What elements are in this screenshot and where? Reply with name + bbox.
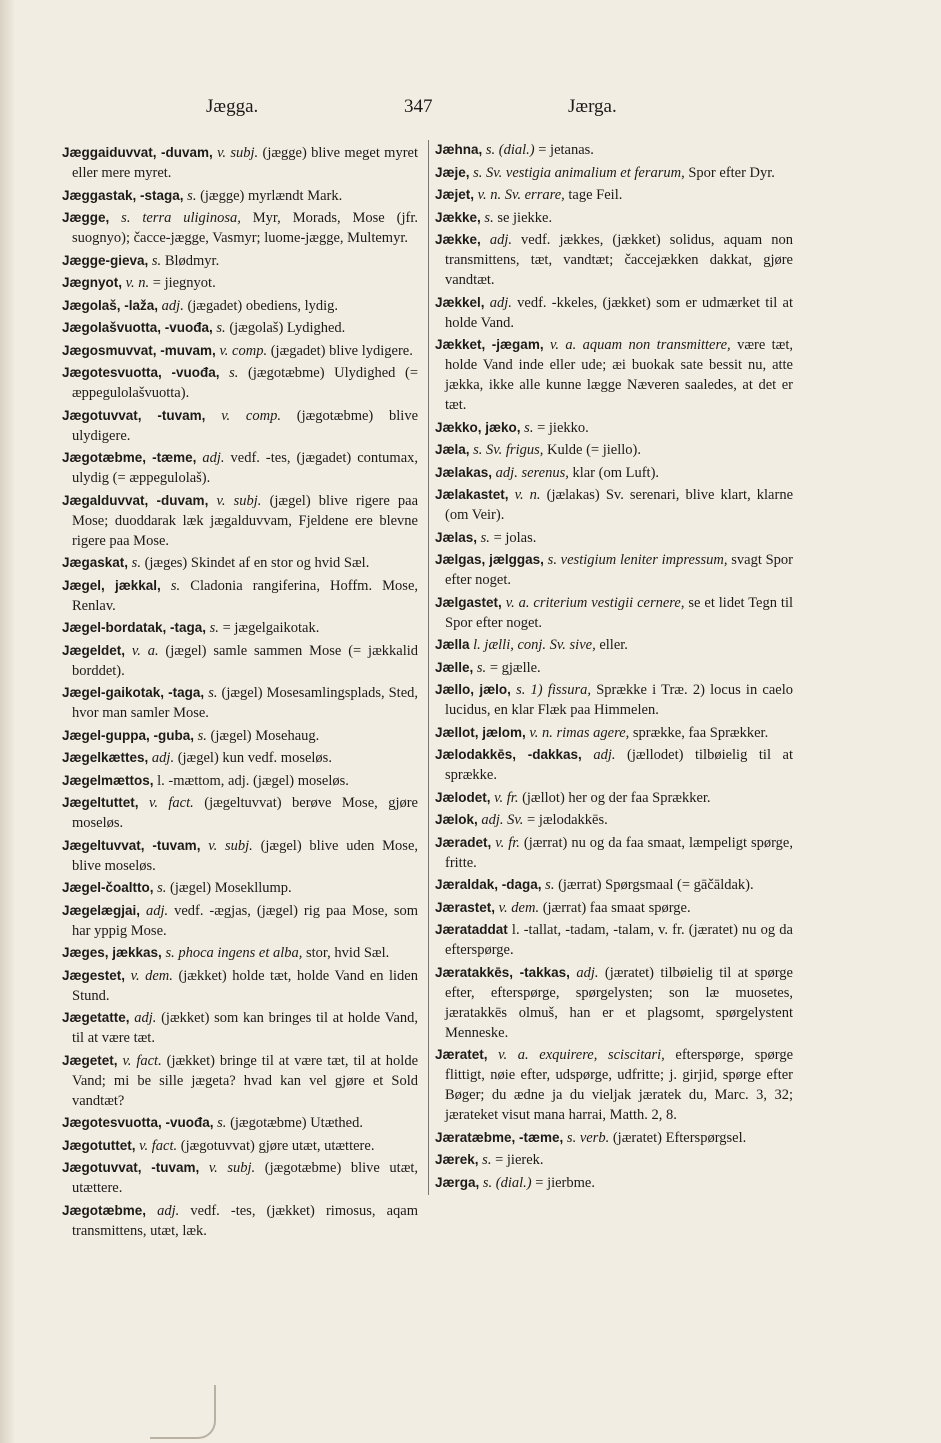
entry-headword: Jægolaš, -laža,	[62, 297, 159, 313]
entry-grammar: s.	[187, 187, 197, 204]
entry-grammar: s.	[157, 880, 167, 896]
entry-definition: (jækket) holde tæt, holde Vand en liden Stund.	[72, 967, 418, 1004]
entry-definition: (jægel) Mosekllump.	[170, 880, 292, 896]
entry-definition: efterspørge, spørge flittigt, nøie efter, udspørge, udfritte; j. girjid, spørge efter Bøger; du ædne ja du vieljak jæratek du, Marc. 3, 32; jærateket visut mana harrai, Matth. 2, 8.	[445, 1047, 793, 1123]
entry-definition: (jægotæbme) Utæthed.	[230, 1115, 363, 1131]
entry-definition: vedf. -tes, (jækket) rimosus, aqam transmittens, utæt, læk.	[72, 1202, 419, 1239]
dictionary-entry	[62, 341, 418, 361]
entry-headword: Jægotæbme, -tæme,	[62, 450, 197, 465]
entry-definition: = jælodakkēs.	[527, 812, 608, 828]
entry-headword: Jæradet,	[435, 834, 492, 850]
entry-headword: Jægge,	[62, 210, 110, 225]
entry-headword: Jælgas, jælggas,	[435, 552, 544, 567]
entry-headword: Jægetet,	[62, 1052, 118, 1068]
entry-headword: Jæratet,	[435, 1047, 488, 1062]
dictionary-entry	[435, 635, 793, 655]
dictionary-entry	[435, 745, 793, 785]
dictionary-entry	[435, 810, 793, 830]
dictionary-entry	[435, 963, 793, 1043]
entry-definition: Kulde (= jiello).	[547, 442, 641, 458]
dictionary-entry	[435, 658, 793, 678]
entry-grammar: v. subj.	[208, 837, 253, 854]
entry-headword: Jægotuttet,	[62, 1137, 136, 1153]
entry-grammar: adj.	[157, 1202, 180, 1219]
entry-grammar: adj.	[489, 294, 512, 311]
entry-headword: Jækket, -jægam,	[435, 337, 544, 352]
dictionary-entry	[435, 230, 793, 290]
right-column	[428, 140, 793, 1195]
entry-definition: = jiegnyot.	[152, 275, 216, 291]
entry-grammar: s.	[208, 685, 218, 701]
entry-grammar: adj.	[161, 297, 184, 314]
page-edge	[0, 0, 14, 1443]
entry-definition: (jærrat) Spørgsmaal (= gāčāldak).	[558, 877, 754, 893]
dictionary-entry	[62, 836, 418, 876]
entry-definition: vedf. jækkes, (jækket) solidus, aquam non transmittens, tæt, vandtæt; čaccejækken dakkat, gjøre vandtæt.	[445, 232, 794, 288]
entry-definition: Blødmyr.	[164, 252, 220, 269]
entry-headword: Jægel, jækkal,	[62, 577, 161, 593]
entry-grammar: v. a. criterium vestigii cernere,	[505, 594, 685, 611]
entry-grammar: v. dem.	[498, 899, 540, 916]
entry-definition: Sprække i Træ. 2) locus in caelo lucidus, en klar Flæk paa Himmelen.	[445, 682, 794, 718]
entry-grammar: v. n. Sv. errare,	[477, 187, 565, 203]
dictionary-entry	[62, 683, 418, 723]
entry-grammar: s.	[151, 252, 162, 269]
entry-grammar: v. a. exquirere, sciscitari,	[498, 1047, 665, 1063]
entry-headword: Jærataddat	[435, 922, 508, 937]
header-left-word: Jægga.	[206, 96, 259, 117]
entry-grammar: adj. Sv.	[481, 812, 524, 828]
dictionary-entry	[62, 553, 418, 573]
dictionary-entry	[62, 793, 418, 833]
entry-definition: (jærrat) nu og da faa smaat, læmpeligt spørge, fritte.	[445, 834, 793, 871]
entry-grammar: adj.	[202, 450, 225, 466]
entry-definition: = jiekko.	[537, 419, 589, 436]
dictionary-entry	[435, 293, 793, 333]
entry-headword: Jælas,	[435, 529, 478, 545]
entry-grammar: s. (dial.)	[485, 142, 535, 158]
entry-grammar: v. n.	[514, 487, 541, 503]
entry-grammar: s. Sv. frigus,	[473, 442, 544, 458]
entry-definition: = jierek.	[495, 1152, 544, 1168]
entry-headword: Jækko, jæko,	[435, 419, 521, 435]
dictionary-entry	[435, 723, 793, 743]
dictionary-entry	[435, 1045, 793, 1125]
entry-grammar: v. subj.	[208, 1160, 256, 1176]
entry-grammar: adj.	[151, 750, 175, 766]
entry-grammar: s.	[209, 620, 219, 636]
entry-grammar: v. n.	[125, 275, 150, 291]
dictionary-entry	[435, 833, 793, 873]
entry-definition: (jægge) blive meget myret eller mere myret.	[72, 145, 419, 181]
entry-headword: Jække,	[435, 209, 481, 225]
entry-headword: Jærek,	[435, 1152, 479, 1167]
entry-definition: (jægotæbme) blive ulydigere.	[72, 407, 419, 444]
entry-grammar: v. comp.	[221, 407, 281, 424]
entry-headword: Jægel-gaikotak, -taga,	[62, 685, 205, 700]
dictionary-entry	[435, 788, 793, 808]
dictionary-entry	[62, 878, 418, 898]
entry-headword: Jælle,	[435, 659, 474, 675]
dictionary-entry	[62, 966, 418, 1006]
entry-grammar: s.	[476, 659, 487, 676]
entry-definition: = gjælle.	[489, 659, 541, 676]
entry-definition: (jægotæbme) blive utæt, utættere.	[72, 1160, 419, 1196]
dictionary-entry	[62, 1113, 418, 1133]
entry-grammar: adj.	[134, 1010, 157, 1026]
entry-definition: vedf. -ægjas, (jægel) rig paa Mose, som har yppig Mose.	[72, 902, 418, 939]
entry-definition: se jiekke.	[497, 209, 553, 226]
entry-definition: eller.	[599, 637, 628, 653]
entry-headword: Jællot, jælom,	[435, 724, 526, 740]
dictionary-entry	[435, 1128, 793, 1148]
entry-grammar: s.	[484, 209, 494, 226]
dictionary-entry	[62, 576, 418, 616]
entry-headword: Jægotesvuotta, -vuođa,	[62, 1115, 214, 1130]
dictionary-entry	[62, 748, 418, 768]
entry-headword: Jælla	[435, 637, 470, 652]
dictionary-entry	[62, 491, 418, 551]
dictionary-entry	[435, 463, 793, 483]
entry-definition: = jierbme.	[535, 1174, 595, 1191]
entry-grammar: v. n. rimas agere,	[529, 724, 630, 741]
entry-definition: (jægel) kun vedf. moseløs.	[177, 750, 332, 766]
entry-headword: Jægotæbme,	[62, 1202, 147, 1218]
dictionary-entry	[62, 901, 418, 941]
entry-grammar: adj.	[576, 964, 599, 981]
entry-definition: vedf. -kkeles, (jækket) som er udmærket til at holde Vand.	[445, 294, 793, 331]
dictionary-entry	[435, 485, 793, 525]
dictionary-entry	[435, 680, 793, 720]
entry-headword: Jægnyot,	[62, 275, 123, 290]
running-header	[0, 96, 941, 126]
entry-headword: Jægaskat,	[62, 555, 129, 570]
entry-definition: Cladonia rangiferina, Hoffm. Mose, Renlav.	[72, 577, 419, 614]
dictionary-entry	[435, 550, 793, 590]
entry-definition: (jækket) bringe til at være tæt, til at holde Vand; mi be sille jægeta? hvad kan vel gjøre et Sold vandtæt?	[72, 1052, 419, 1109]
dictionary-entry	[435, 440, 793, 460]
dictionary-entry	[62, 1051, 418, 1111]
entry-grammar: v. subj.	[216, 492, 262, 509]
entry-headword: Jægel-bordatak, -taga,	[62, 620, 207, 635]
entry-headword: Jærastet,	[435, 899, 496, 915]
entry-headword: Jægeltuttet,	[62, 795, 139, 810]
entry-headword: Jælodakkēs, -dakkas,	[435, 747, 582, 762]
entry-grammar: v. a.	[131, 642, 159, 659]
entry-grammar: s.	[524, 419, 534, 436]
entry-grammar: s. Sv. vestigia animalium et ferarum,	[473, 164, 685, 181]
entry-definition: (jærrat) faa smaat spørge.	[542, 899, 691, 916]
entry-headword: Jælodet,	[435, 789, 491, 805]
entry-definition: (jællodet) tilbøielig til at sprække.	[445, 747, 793, 783]
entry-grammar: v. fact.	[122, 1052, 162, 1069]
entry-headword: Jægelmættos,	[62, 772, 154, 788]
entry-definition: l. -tallat, -tadam, -talam, v. fr. (jæratet) nu og da efterspørge.	[445, 922, 793, 958]
entry-grammar: s. terra uliginosa,	[121, 210, 241, 226]
entry-grammar: s. vestigium leniter impressum,	[547, 552, 728, 568]
entry-grammar: s.	[480, 529, 490, 546]
dictionary-entry	[435, 185, 793, 205]
dictionary-entry	[62, 363, 418, 403]
entry-headword: Jæjet,	[435, 187, 475, 202]
dictionary-entry	[62, 186, 418, 206]
entry-grammar: adj.	[145, 902, 169, 919]
entry-grammar: s.	[545, 877, 555, 893]
entry-grammar: s.	[482, 1152, 492, 1168]
entry-definition: (jægadet) blive lydigere.	[270, 342, 413, 359]
dictionary-entry	[435, 875, 793, 895]
dictionary-entry	[435, 528, 793, 548]
entry-headword: Jægosmuvvat, -muvam,	[62, 342, 216, 358]
entry-headword: Jægolašvuotta, -vuođa,	[62, 320, 213, 335]
entry-grammar: adj.	[593, 747, 616, 763]
entry-headword: Jæraldak, -daga,	[435, 877, 542, 892]
entry-headword: Jægge-gieva,	[62, 252, 149, 268]
entry-headword: Jæratakkēs, -takkas,	[435, 964, 570, 980]
entry-definition: (jægolaš) Lydighed.	[229, 320, 346, 336]
entry-headword: Jæhna,	[435, 142, 483, 157]
entry-definition: = jolas.	[493, 529, 537, 546]
entry-grammar: v. fact.	[139, 1137, 178, 1154]
entry-grammar: v. fr.	[495, 834, 520, 851]
dictionary-entry	[435, 898, 793, 918]
entry-headword: Jælok,	[435, 812, 478, 827]
dictionary-entry	[62, 296, 418, 316]
entry-definition: Myr, Morads, Mose (jfr. suognyo); čacce-jægge, Vasmyr; luome-jægge, Multemyr.	[72, 210, 418, 246]
dictionary-entry	[435, 1173, 793, 1193]
entry-definition: (jælakas) Sv. serenari, blive klart, klarne (om Veir).	[445, 487, 793, 523]
dictionary-entry	[435, 1150, 793, 1170]
entry-definition: tage Feil.	[568, 187, 623, 203]
entry-headword: Jægel-guppa, -guba,	[62, 727, 195, 743]
entry-definition: se et lidet Tegn til Spor efter noget.	[445, 594, 793, 631]
dictionary-entry	[62, 208, 418, 248]
entry-grammar: s.	[216, 320, 226, 336]
dictionary-entry	[62, 943, 418, 963]
dictionary-entry	[62, 143, 418, 183]
entry-definition: (jægel) blive rigere paa Mose; duoddarak læk jægalduvvam, Fjeldene ere blevne rigere paa Mose.	[72, 492, 419, 549]
entry-headword: Jægel-čoaltto,	[62, 880, 154, 895]
entry-headword: Jæla,	[435, 442, 470, 457]
dictionary-entry	[435, 593, 793, 633]
entry-grammar: s.	[131, 555, 141, 571]
entry-grammar: v. dem.	[130, 967, 173, 984]
entry-grammar: s.	[229, 365, 239, 381]
header-right-word: Jærga.	[568, 96, 617, 117]
dictionary-entry	[62, 273, 418, 293]
entry-headword: Jægeldet,	[62, 642, 126, 658]
entry-definition: = jetanas.	[538, 142, 594, 158]
entry-definition: (jægel) Mosehaug.	[210, 727, 320, 744]
dictionary-entry	[62, 771, 418, 791]
entry-headword: Jægotuvvat, -tuvam,	[62, 1160, 200, 1175]
dictionary-entry	[62, 726, 418, 746]
entry-grammar: s. phoca ingens et alba,	[165, 945, 303, 961]
entry-headword: Jælakas,	[435, 464, 493, 480]
entry-definition: Spor efter Dyr.	[688, 164, 775, 181]
entry-grammar: s.	[170, 577, 181, 594]
entry-grammar: s. verb.	[566, 1129, 610, 1146]
entry-grammar: s. (dial.)	[482, 1174, 532, 1191]
entry-definition: (jægge) myrlændt Mark.	[200, 187, 343, 204]
dictionary-entry	[62, 618, 418, 638]
entry-headword: Jægotesvuotta, -vuođa,	[62, 365, 220, 380]
dictionary-entry	[435, 140, 793, 160]
dictionary-entry	[435, 163, 793, 183]
dictionary-entry	[62, 318, 418, 338]
entry-headword: Jægeltuvvat, -tuvam,	[62, 837, 201, 853]
entry-headword: Jægetatte,	[62, 1010, 130, 1025]
entry-headword: Jæratæbme, -tæme,	[435, 1129, 564, 1145]
entry-grammar: s. 1) fissura,	[516, 682, 591, 698]
dictionary-entry	[62, 406, 418, 446]
dictionary-entry	[62, 1201, 418, 1241]
entry-headword: Jækkel,	[435, 294, 485, 310]
dictionary-entry	[62, 448, 418, 488]
entry-headword: Jærga,	[435, 1174, 480, 1190]
entry-definition: (jægel) Mosesamlingsplads, Sted, hvor man samler Mose.	[72, 685, 419, 721]
entry-grammar: s.	[197, 727, 207, 744]
entry-definition: = jægelgaikotak.	[222, 620, 320, 636]
entry-grammar: adj. serenus,	[495, 464, 569, 481]
dictionary-entry	[435, 208, 793, 228]
binding-bracket	[150, 1385, 216, 1439]
entry-definition: (jæratet) tilbøielig til at spørge efter, efterspørge, spørgelysten; son læ muosetes, jæratakkēs olmuš, han er et plagsomt, spørgelystent Menneske.	[445, 964, 793, 1041]
dictionary-entry	[62, 251, 418, 271]
entry-definition: svagt Spor efter noget.	[445, 552, 794, 588]
dictionary-entry	[62, 1158, 418, 1198]
entry-headword: Jællo, jælo,	[435, 682, 511, 697]
entry-definition: vedf. -tes, (jægadet) contumax, ulydig (= æppegulolaš).	[72, 450, 419, 486]
left-column	[62, 143, 418, 1243]
dictionary-entry	[435, 920, 793, 960]
entry-headword: Jægalduvvat, -duvam,	[62, 492, 209, 508]
entry-definition: (jækket) som kan bringes til at holde Vand, til at være tæt.	[72, 1010, 419, 1046]
entry-definition: (jægadet) obediens, lydig.	[187, 297, 339, 314]
entry-definition: (jægotuvvat) gjøre utæt, utættere.	[180, 1137, 375, 1154]
entry-headword: Jælakastet,	[435, 487, 509, 502]
dictionary-entry	[62, 1136, 418, 1156]
entry-grammar: v. a. aquam non transmittere,	[549, 337, 731, 353]
entry-definition: klar (om Luft).	[572, 464, 660, 481]
entry-definition: (jæratet) Efterspørgsel.	[612, 1129, 747, 1146]
dictionary-entry	[435, 418, 793, 438]
page-number: 347	[404, 96, 433, 117]
entry-definition: (jægel) samle sammen Mose (= jækkalid borddet).	[72, 642, 418, 679]
entry-headword: Jægotuvvat, -tuvam,	[62, 407, 206, 423]
entry-grammar: v. fact.	[148, 795, 194, 811]
entry-headword: Jæggastak, -staga,	[62, 187, 184, 203]
dictionary-entry	[62, 641, 418, 681]
entry-grammar: v. subj.	[217, 145, 259, 161]
entry-grammar: v. fr.	[494, 789, 519, 806]
entry-definition: (jægel) blive uden Mose, blive moseløs.	[72, 837, 419, 874]
entry-headword: Jæje,	[435, 164, 470, 180]
entry-headword: Jægestet,	[62, 967, 126, 983]
entry-headword: Jæggaiduvvat, -duvam,	[62, 145, 213, 160]
entry-definition: (jægeltuvvat) berøve Mose, gjøre moseløs.	[72, 795, 418, 831]
entry-definition: (jægotæbme) Ulydighed (= æppegulolašvuotta).	[72, 365, 419, 401]
entry-headword: Jæges, jækkas,	[62, 945, 162, 960]
entry-definition: (jællot) her og der faa Sprækker.	[522, 789, 711, 806]
entry-grammar: s.	[217, 1115, 227, 1131]
entry-headword: Jægelkættes,	[62, 750, 149, 765]
entry-headword: Jægelægjai,	[62, 902, 141, 918]
entry-headword: Jække,	[435, 232, 481, 247]
dictionary-entry	[435, 335, 793, 415]
dictionary-entry	[62, 1008, 418, 1048]
entry-definition: stor, hvid Sæl.	[306, 945, 390, 961]
entry-definition: være tæt, holde Vand inde eller ude; æi buokak sate bessit nu, atte jækka, ikke alle kunne lægge Næveren saaledes, at det er tæt.	[445, 337, 794, 413]
entry-definition: (jæges) Skindet af en stor og hvid Sæl.	[144, 555, 370, 571]
entry-definition: sprække, faa Sprækker.	[632, 724, 769, 741]
entry-definition: l. -mættom, adj. (jægel) moseløs.	[157, 772, 349, 789]
entry-grammar: adj.	[489, 232, 512, 248]
entry-grammar: v. comp.	[219, 342, 268, 359]
entry-grammar: l. jælli, conj. Sv. sive,	[473, 637, 596, 653]
entry-headword: Jælgastet,	[435, 594, 502, 610]
